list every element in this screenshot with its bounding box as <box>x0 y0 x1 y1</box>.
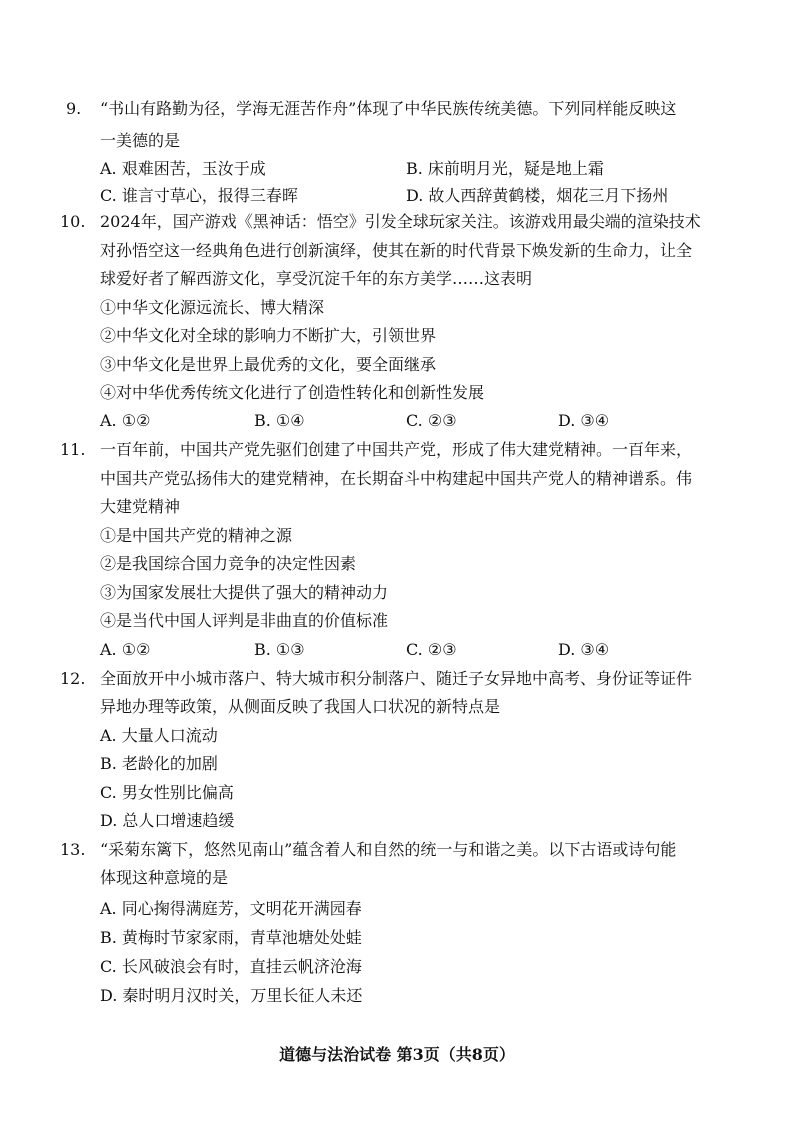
option-d: D. ③④ <box>558 411 610 430</box>
option-b: B. 床前明月光，疑是地上霜 <box>406 159 604 178</box>
statement-4: ④对中华优秀传统文化进行了创造性转化和创新性发展 <box>100 383 485 402</box>
question-stem-line: 全面放开中小城市落户、特大城市积分制落户、随迁子女异地中高考、身份证等证件 <box>100 669 693 688</box>
question-stem-line: 一百年前，中国共产党先驱们创建了中国共产党，形成了伟大建党精神。一百年来， <box>100 440 693 459</box>
question-stem-line: 一美德的是 <box>100 131 181 150</box>
option-d: D. 秦时明月汉时关，万里长征人未还 <box>100 986 363 1005</box>
option-c: C. 谁言寸草心，报得三春晖 <box>100 186 298 205</box>
question-stem-line: 异地办理等政策，从侧面反映了我国人口状况的新特点是 <box>100 697 501 716</box>
option-b: B. 黄梅时节家家雨，青草池塘处处蛙 <box>100 928 362 947</box>
question-stem-line: “采菊东篱下，悠然见南山”蕴含着人和自然的统一与和谐之美。以下古语或诗句能 <box>100 840 677 859</box>
question-number: 12. <box>60 669 86 688</box>
option-a: A. ①② <box>100 640 151 659</box>
option-d: D. 故人西辞黄鹤楼，烟花三月下扬州 <box>406 186 669 205</box>
question-stem-line: 中国共产党弘扬伟大的建党精神，在长期奋斗中构建起中国共产党人的精神谱系。伟 <box>100 469 693 488</box>
statement-3: ③为国家发展壮大提供了强大的精神动力 <box>100 583 389 602</box>
option-b: B. ①③ <box>254 640 305 659</box>
question-stem-line: 体现这种意境的是 <box>100 868 229 887</box>
option-b: B. 老龄化的加剧 <box>100 754 218 773</box>
option-a: A. ①② <box>100 411 151 430</box>
option-c: C. 长风破浪会有时，直挂云帆济沧海 <box>100 957 362 976</box>
statement-1: ①是中国共产党的精神之源 <box>100 526 293 545</box>
statement-4: ④是当代中国人评判是非曲直的价值标准 <box>100 611 389 630</box>
question-number: 9. <box>66 99 82 118</box>
option-a: A. 大量人口流动 <box>100 726 218 745</box>
question-number: 11. <box>60 440 86 459</box>
option-b: B. ①④ <box>254 411 305 430</box>
question-number: 10. <box>60 212 86 231</box>
option-a: A. 同心掬得满庭芳，文明花开满园春 <box>100 899 362 918</box>
statement-1: ①中华文化源远流长、博大精深 <box>100 298 325 317</box>
statement-2: ②是我国综合国力竞争的决定性因素 <box>100 554 357 573</box>
option-a: A. 艰难困苦，玉汝于成 <box>100 159 266 178</box>
question-number: 13. <box>60 840 86 859</box>
question-stem-line: 2024年，国产游戏《黑神话：悟空》引发全球玩家关注。该游戏用最尖端的渲染技术 <box>100 212 701 231</box>
question-stem-line: “书山有路勤为径，学海无涯苦作舟”体现了中华民族传统美德。下列同样能反映这 <box>100 99 677 118</box>
option-c: C. 男女性别比偏高 <box>100 783 234 802</box>
statement-3: ③中华文化是世界上最优秀的文化，要全面继承 <box>100 355 437 374</box>
question-stem-line: 球爱好者了解西游文化，享受沉淀千年的东方美学……这表明 <box>100 269 533 288</box>
option-c: C. ②③ <box>406 640 457 659</box>
option-c: C. ②③ <box>406 411 457 430</box>
question-stem-line: 对孙悟空这一经典角色进行创新演绎，使其在新的时代背景下焕发新的生命力，让全 <box>100 241 693 260</box>
statement-2: ②中华文化对全球的影响力不断扩大，引领世界 <box>100 326 437 345</box>
question-stem-line: 大建党精神 <box>100 497 181 516</box>
option-d: D. 总人口增速趋缓 <box>100 811 235 830</box>
page-footer: 道德与法治试卷 第3页（共8页） <box>279 1045 515 1064</box>
option-d: D. ③④ <box>558 640 610 659</box>
